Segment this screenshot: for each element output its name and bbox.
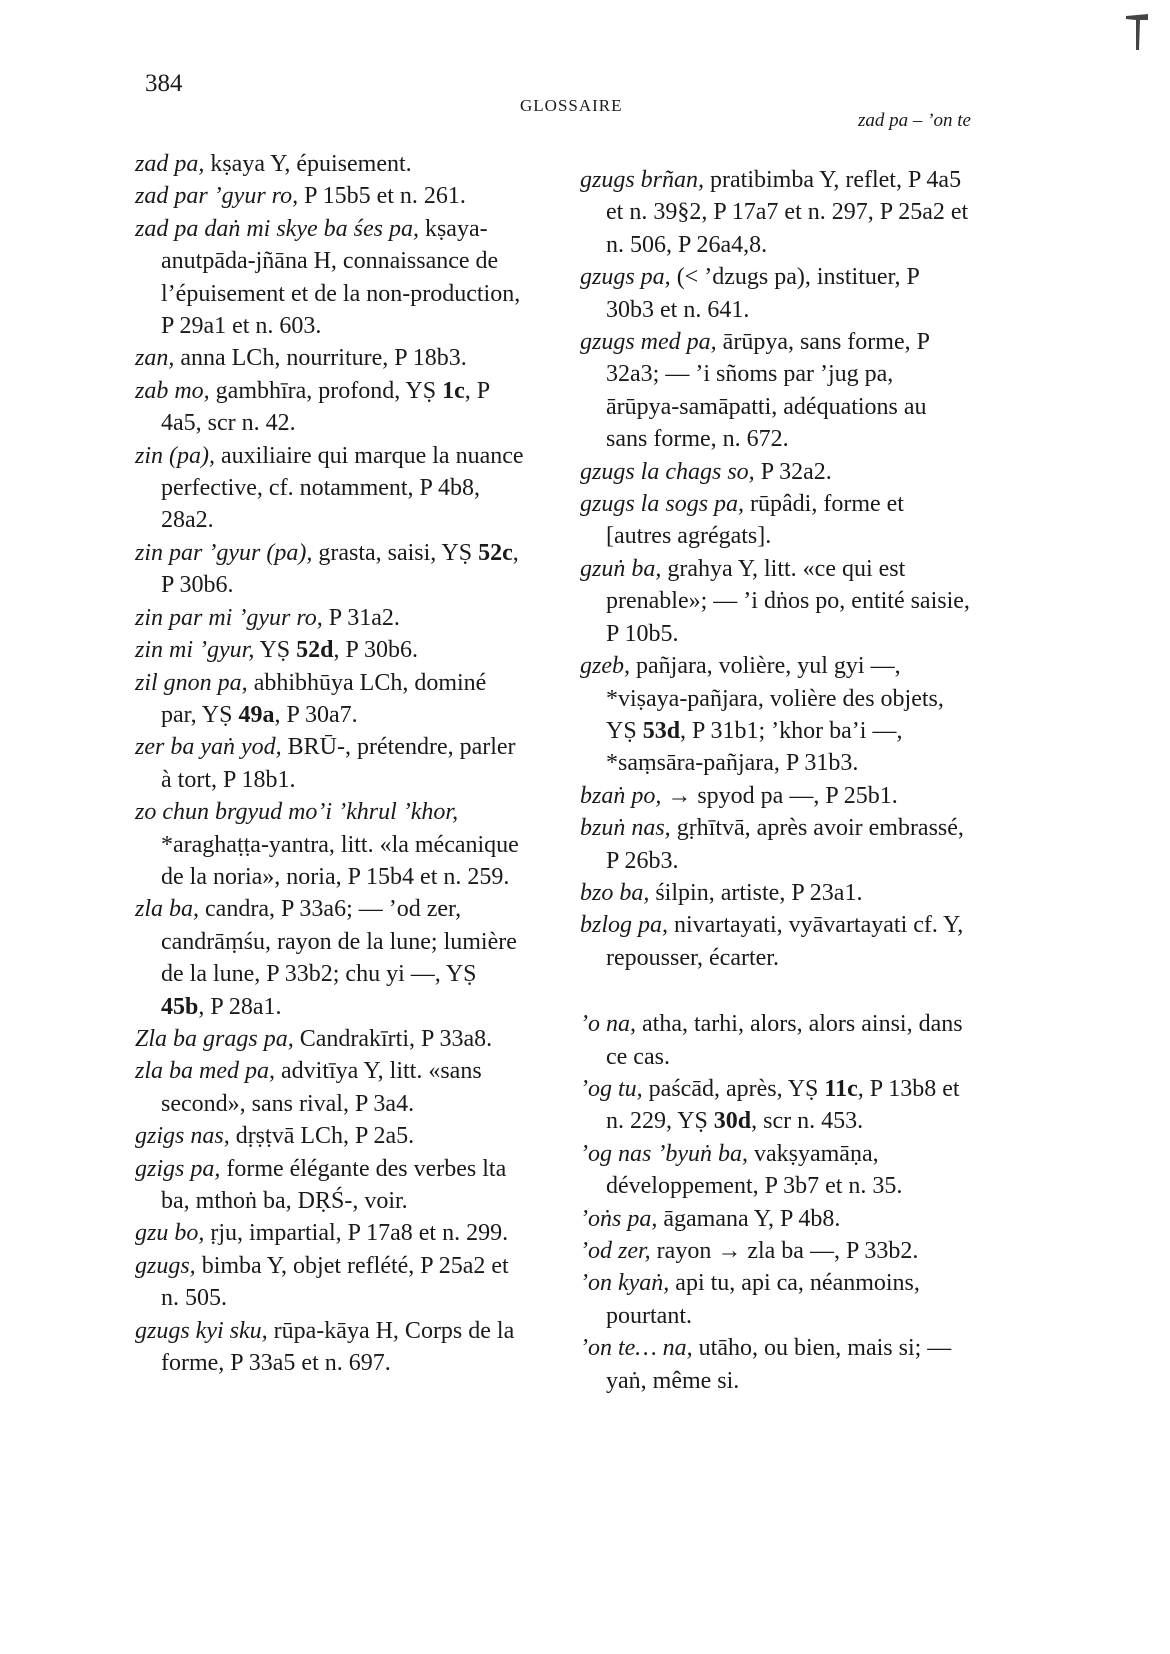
- verse-ref: 45b: [161, 993, 199, 1020]
- page-header: GLOSSAIRE: [520, 96, 623, 115]
- definition: grahya Y, litt. «ce qui est prenable»; — ’i dṅos po, entité saisie, P 10b5.: [606, 555, 970, 647]
- corner-mark: [1126, 10, 1148, 50]
- headword: gzugs brñan,: [580, 167, 705, 193]
- glossary-entry: [580, 261, 970, 326]
- verse-ref: 11c: [824, 1075, 858, 1102]
- headword: gzugs,: [135, 1252, 196, 1279]
- glossary-entry: [135, 180, 525, 212]
- headword: ’oṅs pa,: [580, 1205, 658, 1232]
- headword: zin par mi ’gyur ro,: [135, 604, 323, 631]
- glossary-entry: [135, 1055, 525, 1120]
- headword: zin mi ’gyur,: [135, 637, 255, 664]
- definition: P 32a2.: [754, 458, 832, 485]
- definition: YṢ: [254, 637, 297, 664]
- headword: zad pa daṅ mi skye ba śes pa,: [135, 215, 419, 242]
- glossary-entry: [135, 634, 525, 666]
- definition: advitīya Y, litt. «sans second», sans rival, P 3a4.: [161, 1058, 482, 1117]
- definition: vakṣyamāṇa, développement, P 3b7 et n. 35.: [606, 1140, 903, 1200]
- glossary-entry: [580, 1008, 970, 1073]
- headword: bzo ba,: [580, 879, 650, 906]
- headword: gzigs pa,: [135, 1155, 221, 1182]
- definition: dṛṣṭvā LCh, P 2a5.: [229, 1123, 415, 1150]
- glossary-entry: [580, 812, 970, 877]
- glossary-entry: [135, 667, 525, 732]
- glossary-entry: [580, 164, 970, 261]
- running-head: zad pa – ’on te: [858, 110, 971, 131]
- glossary-entry: [580, 553, 970, 650]
- headword: gzeb,: [580, 653, 630, 680]
- headword: zla ba,: [135, 896, 200, 923]
- glossary-entry: [135, 1023, 525, 1055]
- definition: kṣaya Y, épuisement.: [204, 151, 412, 177]
- left-column: [135, 148, 525, 1379]
- headword: ’og nas ’byuṅ ba,: [580, 1140, 748, 1167]
- glossary-entry: [135, 796, 525, 893]
- headword: Zla ba grags pa,: [135, 1025, 294, 1052]
- glossary-entry: [580, 1267, 970, 1332]
- headword: bzaṅ po,: [580, 782, 662, 809]
- glossary-entry: [580, 326, 970, 456]
- headword: zad par ’gyur ro,: [135, 183, 299, 210]
- glossary-entry: [135, 1153, 525, 1218]
- headword: zla ba med pa,: [135, 1058, 275, 1085]
- definition: paścād, après, YṢ: [642, 1075, 825, 1102]
- definition: forme élégante des verbes lta ba, mthoṅ ba, DṚŚ-, voir.: [161, 1155, 507, 1214]
- definition: api tu, api ca, néanmoins, pourtant.: [606, 1270, 920, 1329]
- definition: abhibhūya LCh, dominé par, YṢ: [161, 669, 487, 728]
- headword: ’on kyaṅ,: [580, 1270, 670, 1297]
- glossary-entry: [135, 375, 525, 440]
- glossary-entry: [135, 731, 525, 796]
- glossary-entry: [135, 440, 525, 537]
- definition: rūpa-kāya H, Corps de la forme, P 33a5 et n. 697.: [161, 1317, 515, 1377]
- definition: (< ’dzugs pa), instituer, P 30b3 et n. 641.: [606, 264, 919, 323]
- definition: śilpin, artiste, P 23a1.: [649, 879, 863, 906]
- glossary-entry: [135, 602, 525, 634]
- headword: gzugs la sogs pa,: [580, 491, 745, 518]
- definition: grasta, saisi, YṢ: [312, 539, 479, 566]
- definition: gṛhītvā, après avoir embrassé, P 26b3.: [606, 815, 964, 874]
- headword: zil gnon pa,: [135, 669, 248, 696]
- definition: ārūpya, sans forme, P 32a3; — ’i sñoms par ’jug pa, ārūpya-samāpatti, adéquations au sans forme, n. 672.: [606, 329, 930, 453]
- glossary-entry: [580, 1332, 970, 1397]
- definition: anna LCh, nourriture, P 18b3.: [174, 345, 467, 372]
- headword: zan,: [135, 345, 175, 372]
- glossary-entry: [580, 1203, 970, 1235]
- glossary-entry: [135, 148, 525, 180]
- definition: *araghaṭṭa-yantra, litt. «la mécanique de la noria», noria, P 15b4 et n. 259.: [161, 831, 519, 890]
- glossary-entry: [135, 893, 525, 1023]
- definition-cont: , P 28a1.: [198, 993, 282, 1020]
- glossary-entry: [580, 877, 970, 909]
- headword: gzugs pa,: [580, 264, 671, 291]
- headword: ’o na,: [580, 1011, 636, 1038]
- glossary-entry: [135, 1217, 525, 1249]
- definition: Candrakīrti, P 33a8.: [293, 1025, 493, 1052]
- headword: bzlog pa,: [580, 912, 669, 939]
- definition-cont: , P 31b1; ’khor ba’i —, *saṃsāra-pañjara, P 31b3.: [606, 717, 903, 777]
- definition-cont: , P 4a5, scr n. 42.: [161, 377, 490, 437]
- headword: gzu bo,: [135, 1220, 205, 1247]
- verse-ref: 49a: [238, 701, 275, 728]
- glossary-entry: [580, 456, 970, 488]
- definition: BRŪ-, prétendre, parler à tort, P 18b1.: [161, 734, 516, 793]
- definition: atha, tarhi, alors, alors ainsi, dans ce cas.: [606, 1011, 963, 1070]
- definition: P 31a2.: [322, 604, 400, 631]
- headword: bzuṅ nas,: [580, 815, 671, 842]
- verse-ref: 52d: [296, 637, 334, 664]
- page-number: 384: [145, 70, 183, 97]
- verse-ref: 30d: [713, 1108, 752, 1135]
- definition-cont: , P 13b8 et n. 229, YṢ: [606, 1075, 960, 1135]
- glossary-entry: [580, 780, 970, 812]
- definition: utāho, ou bien, mais si; — yaṅ, même si.: [606, 1335, 952, 1394]
- headword: ’od zer,: [580, 1238, 651, 1264]
- definition-cont: , P 30a7.: [274, 701, 358, 728]
- definition: nivartayati, vyāvartayati cf. Y, repousser, écarter.: [606, 912, 964, 971]
- headword: gzigs nas,: [135, 1123, 230, 1150]
- verse-ref: 1c: [442, 377, 465, 404]
- glossary-entry: [580, 1138, 970, 1203]
- glossary-entry: [580, 909, 970, 974]
- glossary-entry: [135, 1315, 525, 1380]
- definition-cont: , P 30b6.: [161, 539, 519, 599]
- glossary-entry: [135, 342, 525, 374]
- definition: P 15b5 et n. 261.: [298, 183, 466, 210]
- glossary-entry: [580, 650, 970, 780]
- verse-ref: 53d: [642, 717, 681, 744]
- glossary-entry: [135, 213, 525, 343]
- definition: candra, P 33a6; — ’od zer, candrāṃśu, rayon de la lune; lumière de la lune, P 33b2; chu yi —, YṢ: [161, 896, 517, 988]
- headword: zo chun brgyud mo’i ’khrul ’khor,: [135, 799, 459, 826]
- glossary-entry: [580, 1235, 970, 1267]
- headword: gzuṅ ba,: [580, 555, 662, 582]
- definition-cont: , P 30b6.: [333, 637, 418, 664]
- definition: kṣaya-anutpāda-jñāna H, connaissance de l’épuisement et de la non-production, P 29a1 et n. 603.: [161, 215, 521, 340]
- right-column: [580, 164, 970, 1397]
- verse-ref: 52c: [478, 539, 513, 566]
- headword: zab mo,: [135, 377, 210, 404]
- glossary-entry: [580, 488, 970, 553]
- definition: pañjara, volière, yul gyi —, *viṣaya-pañjara, volière des objets, YṢ: [606, 653, 944, 744]
- definition: gambhīra, profond, YṢ: [209, 377, 443, 404]
- headword: gzugs la chags so,: [580, 458, 755, 485]
- definition: rūpâdi, forme et [autres agrégats].: [606, 491, 904, 550]
- headword: ’on te… na,: [580, 1335, 693, 1362]
- headword: gzugs kyi sku,: [135, 1317, 268, 1344]
- definition: → spyod pa —, P 25b1.: [661, 782, 898, 809]
- headword: ’og tu,: [580, 1075, 643, 1102]
- glossary-entry: [580, 1073, 970, 1138]
- definition: ṛju, impartial, P 17a8 et n. 299.: [204, 1220, 509, 1247]
- definition: bimba Y, objet reflété, P 25a2 et n. 505.: [161, 1252, 509, 1312]
- definition: auxiliaire qui marque la nuance perfective, cf. notamment, P 4b8, 28a2.: [161, 442, 524, 534]
- definition: āgamana Y, P 4b8.: [657, 1205, 841, 1232]
- headword: gzugs med pa,: [580, 329, 717, 356]
- glossary-entry: [135, 537, 525, 602]
- headword: zer ba yaṅ yod,: [135, 734, 282, 761]
- headword: zin (pa),: [135, 442, 215, 469]
- definition: rayon → zla ba —, P 33b2.: [650, 1238, 919, 1264]
- glossary-entry: [135, 1120, 525, 1152]
- glossary-entry: [135, 1250, 525, 1315]
- headword: zin par ’gyur (pa),: [135, 539, 313, 566]
- definition: pratibimba Y, reflet, P 4a5 et n. 39§2, P 17a7 et n. 297, P 25a2 et n. 506, P 26a4,8.: [606, 167, 969, 258]
- headword: zad pa,: [135, 151, 205, 177]
- definition-cont: , scr n. 453.: [751, 1108, 864, 1135]
